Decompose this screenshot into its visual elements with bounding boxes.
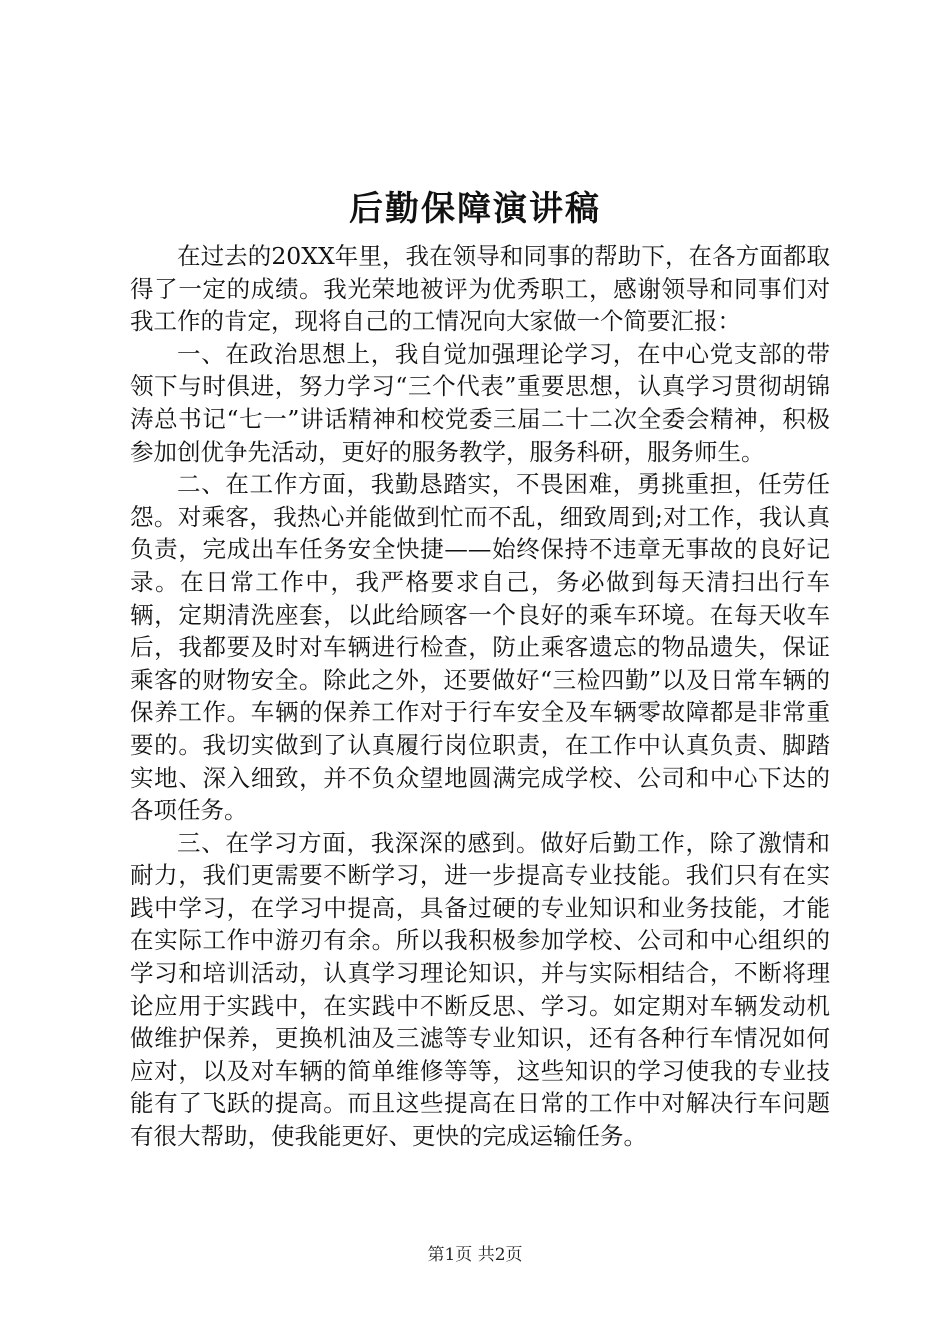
paragraph-political: 一、在政治思想上，我自觉加强理论学习，在中心党支部的带领下与时俱进，努力学习“三个代表”重要思想，认真学习贯彻胡锦涛总书记“七一”讲话精神和校党委三届二十二次全委会精神，积极参加创优争先活动，更好的服务教学，服务科研，服务师生。	[130, 339, 830, 466]
document-title: 后勤保障演讲稿	[349, 189, 601, 229]
paragraph-study: 三、在学习方面，我深深的感到。做好后勤工作，除了激情和耐力，我们更需要不断学习，进一步提高专业技能。我们只有在实践中学习，在学习中提高，具备过硬的专业知识和业务技能，才能在实际工作中游刃有余。所以我积极参加学校、公司和中心组织的学习和培训活动，认真学习理论知识，并与实际相结合，不断将理论应用于实践中，在实践中不断反思、学习。如定期对车辆发动机做维护保养，更换机油及三滤等专业知识，还有各种行车情况如何应对，以及对车辆的简单维修等等，这些知识的学习使我的专业技能有了飞跃的提高。而且这些提高在日常的工作中对解决行车问题有很大帮助，使我能更好、更快的完成运输任务。	[130, 828, 830, 1151]
document-body	[130, 240, 830, 1153]
paragraph-intro: 在过去的20XX年里，我在领导和同事的帮助下，在各方面都取得了一定的成绩。我光荣地被评为优秀职工，感谢领导和同事们对我工作的肯定，现将自己的工情况向大家做一个简要汇报：	[130, 242, 830, 336]
page-footer	[0, 1243, 950, 1267]
page-indicator: 第1页 共2页	[427, 1245, 523, 1265]
paragraph-work: 二、在工作方面，我勤恳踏实，不畏困难，勇挑重担，任劳任怨。对乘客，我热心并能做到忙而不乱，细致周到;对工作，我认真负责，完成出车任务安全快捷——始终保持不违章无事故的良好记录。在日常工作中，我严格要求自己，务必做到每天清扫出行车辆，定期清洗座套，以此给顾客一个良好的乘车环境。在每天收车后，我都要及时对车辆进行检查，防止乘客遗忘的物品遗失，保证乘客的财物安全。除此之外，还要做好“三检四勤”以及日常车辆的保养工作。车辆的保养工作对于行车安全及车辆零故障都是非常重要的。我切实做到了认真履行岗位职责，在工作中认真负责、脚踏实地、深入细致，并不负众望地圆满完成学校、公司和中心下达的各项任务。	[130, 470, 830, 825]
